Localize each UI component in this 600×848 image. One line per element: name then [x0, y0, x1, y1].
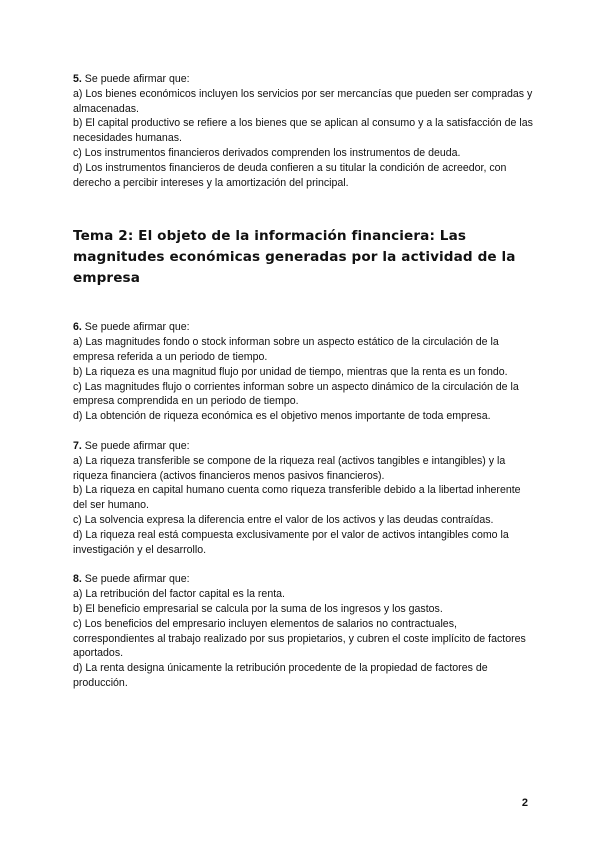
question-8	[73, 572, 533, 690]
question-5-option-b: b) El capital productivo se refiere a los bienes que se aplican al consumo y a la satisfacción de las necesidades humanas.	[73, 117, 533, 145]
question-7-option-c: c) La solvencia expresa la diferencia entre el valor de los activos y las deudas contraídas.	[73, 513, 494, 526]
question-5-option-d: d) Los instrumentos financieros de deuda confieren a su titular la condición de acreedor, con derecho a percibir intereses y la amortización del principal.	[73, 161, 507, 189]
question-7-number: 7.	[73, 439, 82, 452]
question-7-stem-text: Se puede afirmar que:	[81, 439, 190, 452]
question-5-stem-text: Se puede afirmar que:	[81, 73, 190, 85]
question-6-option-b: b) La riqueza es una magnitud flujo por unidad de tiempo, mientras que la renta es un fondo.	[73, 365, 508, 378]
question-6-stem	[73, 320, 533, 335]
question-8-stem-text: Se puede afirmar que:	[81, 573, 190, 586]
page-content	[73, 72, 533, 691]
question-8-option-c: c) Los beneficios del empresario incluyen elementos de salarios no contractuales, correspondientes al trabajo realizado por sus propietarios, y cubren el coste implícito de factores aportados.	[73, 617, 526, 660]
question-7-option-a: a) La riqueza transferible se compone de la riqueza real (activos tangibles e intangibles) y la riqueza financiera (activos financieros menos pasivos financieros).	[73, 454, 506, 482]
question-7-stem	[73, 439, 533, 454]
question-6-option-c: c) Las magnitudes flujo o corrientes informan sobre un aspecto dinámico de la circulación de la empresa comprendida en un periodo de tiempo.	[73, 380, 519, 408]
question-8-option-a: a) La retribución del factor capital es la renta.	[73, 588, 285, 601]
question-6-stem-text: Se puede afirmar que:	[81, 321, 190, 334]
question-7-option-b: b) La riqueza en capital humano cuenta como riqueza transferible debido a la libertad inherente del ser humano.	[73, 484, 521, 512]
question-6	[73, 320, 533, 424]
spacer	[73, 424, 533, 439]
question-5-option-a: a) Los bienes económicos incluyen los servicios por ser mercancías que pueden ser compradas y almacenadas.	[73, 87, 533, 115]
question-6-number: 6.	[73, 321, 82, 334]
question-7	[73, 439, 533, 557]
question-5-stem	[73, 72, 533, 87]
question-8-option-d: d) La renta designa únicamente la retribución procedente de la propiedad de factores de producción.	[73, 662, 488, 689]
question-7-option-d: d) La riqueza real está compuesta exclusivamente por el valor de activos intangibles como la investigación y el desarrollo.	[73, 528, 509, 556]
question-5-option-c: c) Los instrumentos financieros derivados comprenden los instrumentos de deuda.	[73, 146, 461, 159]
question-6-option-d: d) La obtención de riqueza económica es el objetivo menos importante de toda empresa.	[73, 410, 491, 423]
question-5	[73, 72, 533, 190]
page-number: 2	[521, 797, 528, 809]
question-6-option-a: a) Las magnitudes fondo o stock informan sobre un aspecto estático de la circulación de la empresa referida a un periodo de tiempo.	[73, 336, 499, 363]
question-5-number: 5.	[73, 73, 82, 85]
section-heading: Tema 2: El objeto de la información financiera: Las magnitudes económicas generadas por la actividad de la empresa	[73, 228, 516, 287]
question-8-option-b: b) El beneficio empresarial se calcula por la suma de los ingresos y los gastos.	[73, 602, 443, 615]
question-8-stem	[73, 572, 533, 587]
spacer	[73, 557, 533, 572]
question-8-number: 8.	[73, 573, 82, 586]
